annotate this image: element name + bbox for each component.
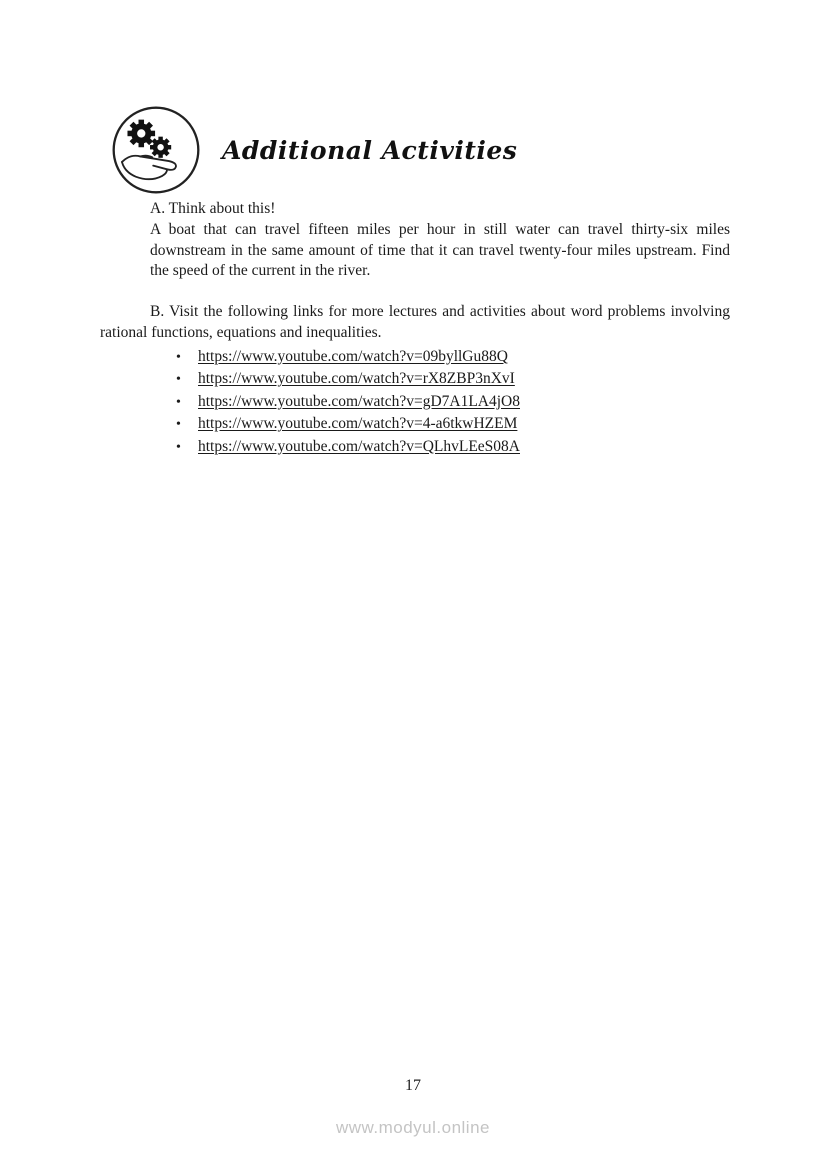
section-a bbox=[150, 199, 730, 282]
youtube-link-5[interactable]: https://www.youtube.com/watch?v=QLhvLEeS08A bbox=[198, 437, 520, 455]
section-a-body: A boat that can travel fifteen miles per hour in still water can travel thirty-six miles downstream in the same amount of time that it can travel twenty-four miles upstream. Find the speed of the current in the river. bbox=[150, 220, 730, 280]
page-title: Additional Activities bbox=[222, 135, 518, 165]
bullet-icon: • bbox=[176, 439, 181, 455]
youtube-link-3[interactable]: https://www.youtube.com/watch?v=gD7A1LA4jO8 bbox=[198, 392, 520, 410]
section-b-intro: B. Visit the following links for more lectures and activities about word problems involving rational functions, equations and inequalities. bbox=[100, 303, 730, 341]
link-list bbox=[100, 346, 730, 459]
section-b bbox=[100, 302, 730, 458]
bullet-icon: • bbox=[176, 394, 181, 410]
list-item bbox=[176, 413, 730, 436]
list-item bbox=[176, 368, 730, 391]
youtube-link-1[interactable]: https://www.youtube.com/watch?v=09byllGu88Q bbox=[198, 347, 508, 365]
list-item bbox=[176, 391, 730, 414]
youtube-link-4[interactable]: https://www.youtube.com/watch?v=4-a6tkwHZEM bbox=[198, 415, 518, 433]
page-number: 17 bbox=[405, 1077, 421, 1094]
list-item bbox=[176, 436, 730, 459]
gears-in-hand-icon bbox=[110, 104, 202, 196]
list-item bbox=[176, 346, 730, 369]
bullet-icon: • bbox=[176, 372, 181, 388]
header bbox=[110, 104, 517, 196]
bullet-icon: • bbox=[176, 349, 181, 365]
watermark: www.modyul.online bbox=[335, 1118, 490, 1137]
bullet-icon: • bbox=[176, 417, 181, 433]
youtube-link-2[interactable]: https://www.youtube.com/watch?v=rX8ZBP3nXvI bbox=[198, 370, 515, 388]
section-a-heading: A. Think about this! bbox=[150, 200, 276, 217]
